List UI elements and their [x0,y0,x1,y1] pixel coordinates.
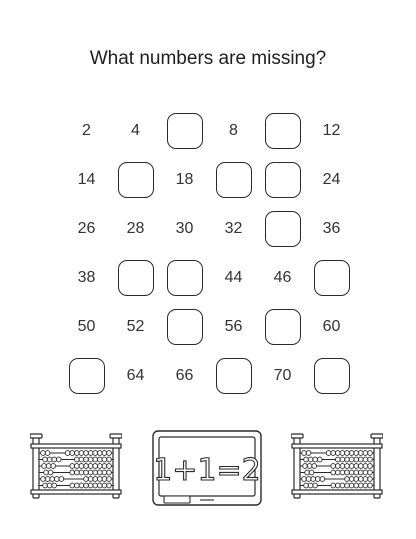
answer-box[interactable] [314,358,350,394]
blank-cell [258,155,307,204]
abacus-icon [30,432,122,502]
number-value: 2 [82,121,91,139]
answer-box[interactable] [265,211,301,247]
answer-box[interactable] [265,309,301,345]
number-value: 44 [224,268,243,286]
number-value: 14 [77,170,96,188]
blank-cell [160,106,209,155]
chalkboard-icon [152,430,262,506]
number-cell [160,155,209,204]
number-cell [62,155,111,204]
number-value: 56 [224,317,243,335]
number-value: 24 [322,170,341,188]
number-cell [111,302,160,351]
number-cell [307,302,356,351]
number-grid [62,106,356,400]
worksheet-title: What numbers are missing? [89,48,327,69]
number-cell [209,253,258,302]
number-value: 8 [229,121,238,139]
number-value: 50 [77,317,96,335]
blank-cell [209,155,258,204]
number-value: 52 [126,317,145,335]
number-cell [160,204,209,253]
number-value: 70 [273,366,292,384]
blank-cell [258,106,307,155]
blank-cell [258,204,307,253]
number-cell [111,204,160,253]
number-cell [62,204,111,253]
blank-cell [62,351,111,400]
number-cell [62,302,111,351]
number-cell [307,106,356,155]
blank-cell [111,253,160,302]
answer-box[interactable] [118,260,154,296]
blank-cell [111,155,160,204]
number-value: 28 [126,219,145,237]
number-value: 36 [322,219,341,237]
chalkboard-equation: 1+1=2 [153,453,261,488]
answer-box[interactable] [265,162,301,198]
number-cell [111,351,160,400]
blank-cell [307,351,356,400]
number-cell [209,302,258,351]
answer-box[interactable] [118,162,154,198]
number-cell [62,106,111,155]
number-cell [258,253,307,302]
answer-box[interactable] [167,260,203,296]
number-cell [307,155,356,204]
number-value: 32 [224,219,243,237]
number-cell [209,204,258,253]
answer-box[interactable] [167,309,203,345]
number-value: 46 [273,268,292,286]
number-value: 4 [131,121,140,139]
number-cell [258,351,307,400]
number-value: 60 [322,317,341,335]
number-value: 30 [175,219,194,237]
number-cell [62,253,111,302]
number-value: 18 [175,170,194,188]
number-value: 38 [77,268,96,286]
blank-cell [258,302,307,351]
answer-box[interactable] [216,358,252,394]
number-value: 12 [322,121,341,139]
number-value: 66 [175,366,194,384]
blank-cell [160,302,209,351]
blank-cell [160,253,209,302]
answer-box[interactable] [167,113,203,149]
answer-box[interactable] [314,260,350,296]
number-value: 26 [77,219,96,237]
answer-box[interactable] [265,113,301,149]
blank-cell [307,253,356,302]
number-value: 64 [126,366,145,384]
number-cell [111,106,160,155]
number-cell [209,106,258,155]
blank-cell [209,351,258,400]
number-cell [307,204,356,253]
answer-box[interactable] [216,162,252,198]
number-cell [160,351,209,400]
answer-box[interactable] [69,358,105,394]
abacus-icon [291,432,383,502]
